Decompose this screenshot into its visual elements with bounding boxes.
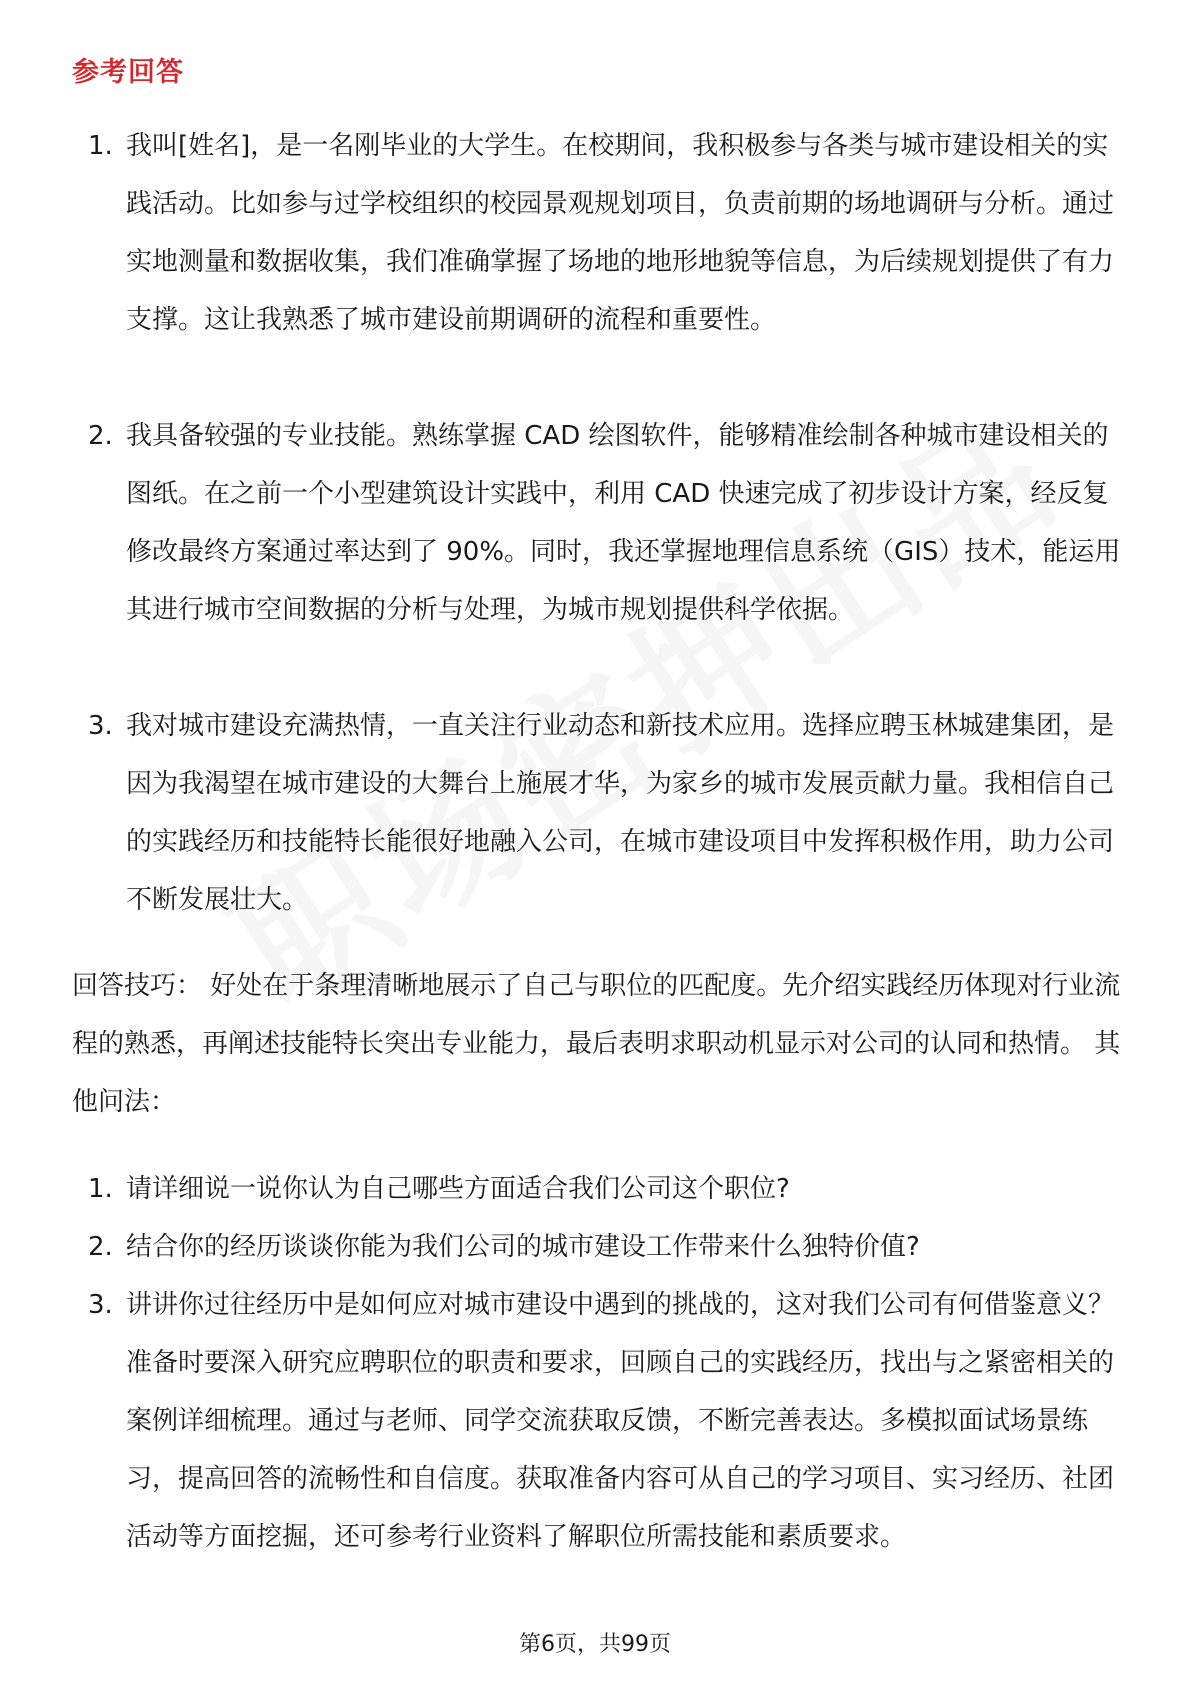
answer-tips: 回答技巧： 好处在于条理清晰地展示了自己与职位的匹配度。先介绍实践经历体现对行业流程的熟悉，再阐述技能特长突出专业能力，最后表明求职动机显示对公司的认同和热情。 其他问法： [72,971,1121,1117]
question-text: 请详细说一说你认为自己哪些方面适合我们公司这个职位? [126,1174,790,1204]
page-number: 第6页，共99页 [519,1632,671,1657]
answer-text: 我具备较强的专业技能。熟练掌握 CAD 绘图软件，能够精准绘制各种城市建设相关的图纸。在之前一个小型建筑设计实践中，利用 CAD 快速完成了初步设计方案，经反复修改最终方案通过率达到了 90%。同时，我还掌握地理信息系统（GIS）技术，能运用其进行城市空间数据的分析与处理，为城市规划提供科学依据。 [126,421,1121,625]
section-heading: 参考回答 [72,57,184,88]
answer-text: 我叫[姓名]，是一名刚毕业的大学生。在校期间，我积极参与各类与城市建设相关的实践活动。比如参与过学校组织的校园景观规划项目，负责前期的场地调研与分析。通过实地测量和数据收集，我们准确掌握了场地的地形地貌等信息，为后续规划提供了有力支撑。这让我熟悉了城市建设前期调研的流程和重要性。 [126,131,1115,335]
list-number: 3. [88,711,113,741]
list-number: 1. [88,1174,113,1204]
question-text: 讲讲你过往经历中是如何应对城市建设中遇到的挑战的，这对我们公司有何借鉴意义？ 准备时要深入研究应聘职位的职责和要求，回顾自己的实践经历，找出与之紧密相关的案例详细梳理。通过与老师、同学交流获取反馈，不断完善表达。多模拟面试场景练习，提高回答的流畅性和自信度。获取准备内容可从自己的学习项目、实习经历、社团活动等方面挖掘，还可参考行业资料了解职位所需技能和素质要求。 [126,1290,1115,1552]
list-number: 2. [88,421,113,451]
list-number: 1. [88,131,113,161]
list-number: 2. [88,1232,113,1262]
answer-text: 我对城市建设充满热情，一直关注行业动态和新技术应用。选择应聘玉林城建集团，是因为我渴望在城市建设的大舞台上施展才华，为家乡的城市发展贡献力量。我相信自己的实践经历和技能特长能很好地融入公司，在城市建设项目中发挥积极作用，助力公司不断发展壮大。 [126,711,1115,915]
list-number: 3. [88,1290,113,1320]
question-text: 结合你的经历谈谈你能为我们公司的城市建设工作带来什么独特价值? [126,1232,920,1262]
